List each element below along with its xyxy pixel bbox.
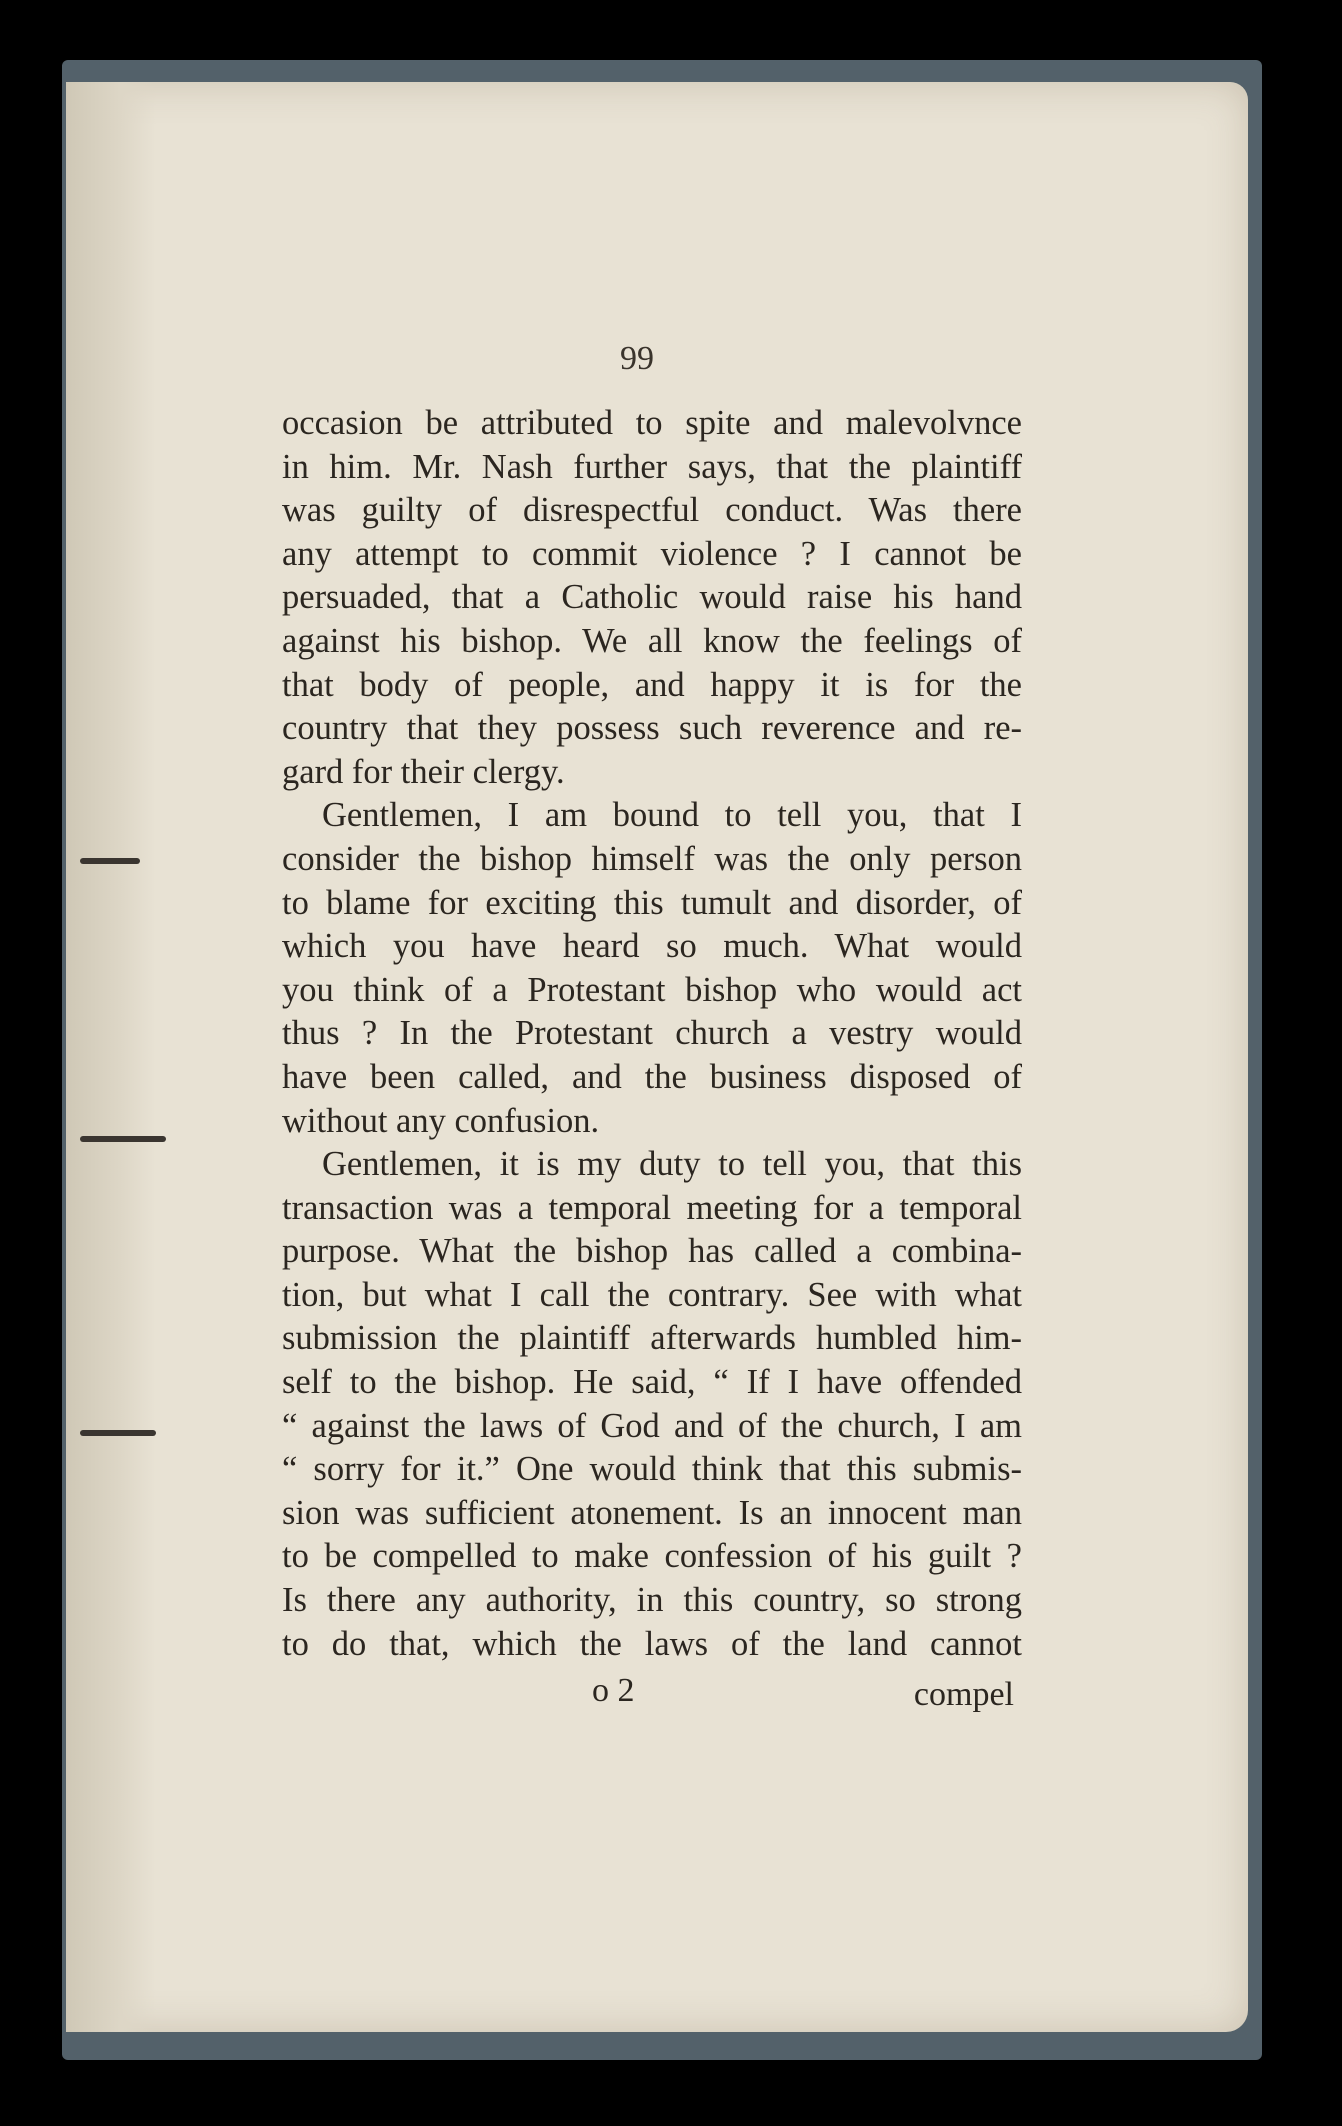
text-line: any attempt to commit violence ? I cannot be bbox=[282, 534, 1022, 573]
text-line: against his bishop. We all know the feelings of bbox=[282, 621, 1022, 660]
text-line: country that they possess such reverence and re- bbox=[282, 709, 1022, 748]
text-line: occasion be attributed to spite and malevolvnce bbox=[282, 404, 1022, 442]
text-line: purpose. What the bishop has called a combina- bbox=[282, 1232, 1022, 1271]
text-line: persuaded, that a Catholic would raise his hand bbox=[282, 578, 1022, 617]
text-line: which you have heard so much. What would bbox=[282, 927, 1022, 966]
body-text bbox=[282, 402, 1022, 1666]
text-line: transaction was a temporal meeting for a temporal bbox=[282, 1188, 1022, 1227]
text-line: Is there any authority, in this country, so strong bbox=[282, 1581, 1022, 1620]
text-line: Gentlemen, I am bound to tell you, that I bbox=[322, 796, 1022, 835]
text-line: “ sorry for it.” One would think that this submis- bbox=[282, 1450, 1022, 1489]
page-number: 99 bbox=[620, 340, 654, 377]
text-line: self to the bishop. He said, “ If I have offended bbox=[282, 1363, 1022, 1402]
text-line: thus ? In the Protestant church a vestry would bbox=[282, 1014, 1022, 1053]
paragraph-3 bbox=[282, 1143, 1022, 1666]
text-line: Gentlemen, it is my duty to tell you, that this bbox=[322, 1145, 1022, 1184]
page-footer bbox=[282, 1672, 1022, 1716]
binding-thread bbox=[80, 858, 140, 864]
text-line: “ against the laws of God and of the church, I am bbox=[282, 1406, 1022, 1445]
text-line: to be compelled to make confession of his guilt ? bbox=[282, 1537, 1022, 1576]
text-line: was guilty of disrespectful conduct. Was there bbox=[282, 491, 1022, 530]
page-gutter bbox=[66, 82, 156, 2032]
text-line: submission the plaintiff afterwards humbled him- bbox=[282, 1319, 1022, 1358]
paragraph-2 bbox=[282, 794, 1022, 1143]
binding-thread bbox=[80, 1136, 166, 1142]
catchword: compel bbox=[913, 1676, 1014, 1713]
text-line: gard for their clergy. bbox=[282, 752, 565, 791]
text-line: consider the bishop himself was the only person bbox=[282, 839, 1022, 878]
text-line: you think of a Protestant bishop who would act bbox=[282, 970, 1022, 1009]
text-line: have been called, and the business disposed of bbox=[282, 1057, 1022, 1096]
text-line: in him. Mr. Nash further says, that the plaintiff bbox=[282, 447, 1022, 486]
text-line: without any confusion. bbox=[282, 1101, 600, 1140]
text-line: tion, but what I call the contrary. See with what bbox=[282, 1275, 1022, 1314]
text-line: to blame for exciting this tumult and disorder, of bbox=[282, 883, 1022, 922]
paragraph-1 bbox=[282, 402, 1022, 794]
binding-thread bbox=[80, 1430, 156, 1436]
signature-mark: o 2 bbox=[592, 1672, 635, 1709]
text-line: to do that, which the laws of the land cannot bbox=[282, 1624, 1022, 1663]
text-line: sion was sufficient atonement. Is an innocent man bbox=[282, 1493, 1022, 1532]
text-line: that body of people, and happy it is for the bbox=[282, 665, 1022, 704]
